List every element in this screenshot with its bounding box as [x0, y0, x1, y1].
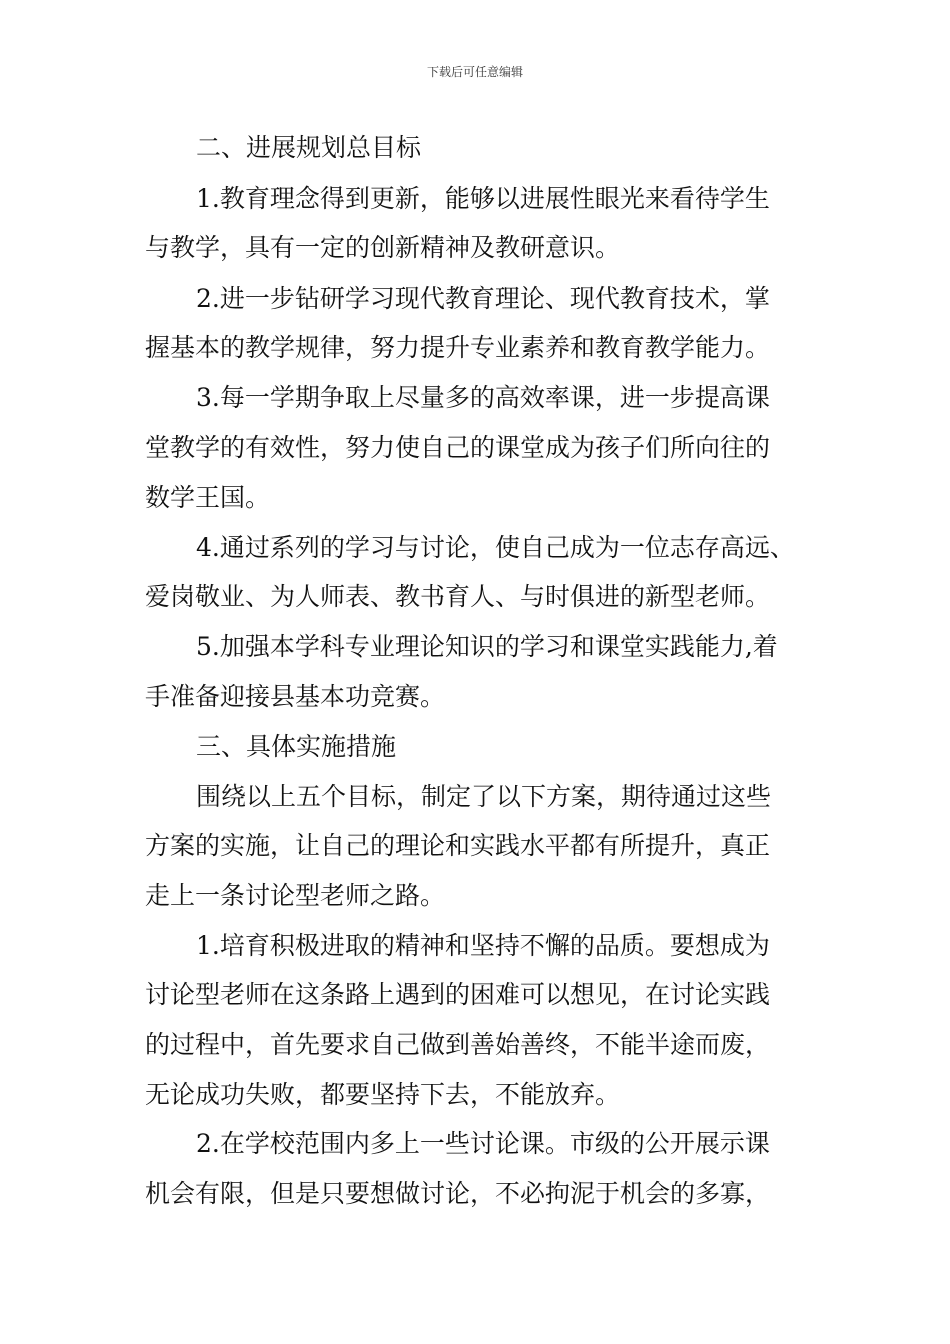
page-header: 下载后可任意编辑 [426, 65, 523, 79]
paragraph-line: 2.在学校范围内多上一些讨论课。市级的公开展示课 [196, 1129, 770, 1158]
paragraph-line: 5.加强本学科专业理论知识的学习和课堂实践能力,着 [196, 632, 778, 661]
paragraph-line: 机会有限，但是只要想做讨论，不必拘泥于机会的多寡， [145, 1179, 771, 1208]
paragraph-line: 2.进一步钻研学习现代教育理论、现代教育技术，掌 [196, 284, 770, 313]
paragraph-line: 围绕以上五个目标，制定了以下方案，期待通过这些 [196, 782, 772, 811]
paragraph-line: 握基本的教学规律，努力提升专业素养和教育教学能力。 [145, 333, 771, 362]
paragraph-line: 与教学，具有一定的创新精神及教研意识。 [145, 233, 621, 262]
paragraph-line: 数学王国。 [145, 483, 271, 512]
paragraph-line: 无论成功失败，都要坚持下去，不能放弃。 [145, 1080, 621, 1109]
paragraph-line: 1.培育积极进取的精神和坚持不懈的品质。要想成为 [196, 931, 770, 960]
paragraph-line: 4.通过系列的学习与讨论，使自己成为一位志存高远、 [196, 533, 795, 562]
section-heading-measures: 三、具体实施措施 [196, 732, 397, 761]
paragraph-line: 方案的实施，让自己的理论和实践水平都有所提升，真正 [145, 831, 771, 860]
section-heading-goals: 二、进展规划总目标 [196, 133, 422, 162]
paragraph-line: 讨论型老师在这条路上遇到的困难可以想见，在讨论实践 [145, 980, 771, 1009]
paragraph-line: 的过程中，首先要求自己做到善始善终，不能半途而废， [145, 1030, 771, 1059]
paragraph-line: 手准备迎接县基本功竞赛。 [145, 682, 446, 711]
paragraph-line: 走上一条讨论型老师之路。 [145, 881, 446, 910]
paragraph-line: 爱岗敬业、为人师表、教书育人、与时俱进的新型老师。 [145, 582, 771, 611]
paragraph-line: 1.教育理念得到更新，能够以进展性眼光来看待学生 [196, 184, 770, 213]
paragraph-line: 堂教学的有效性，努力使自己的课堂成为孩子们所向往的 [145, 433, 771, 462]
paragraph-line: 3.每一学期争取上尽量多的高效率课，进一步提高课 [196, 383, 770, 412]
